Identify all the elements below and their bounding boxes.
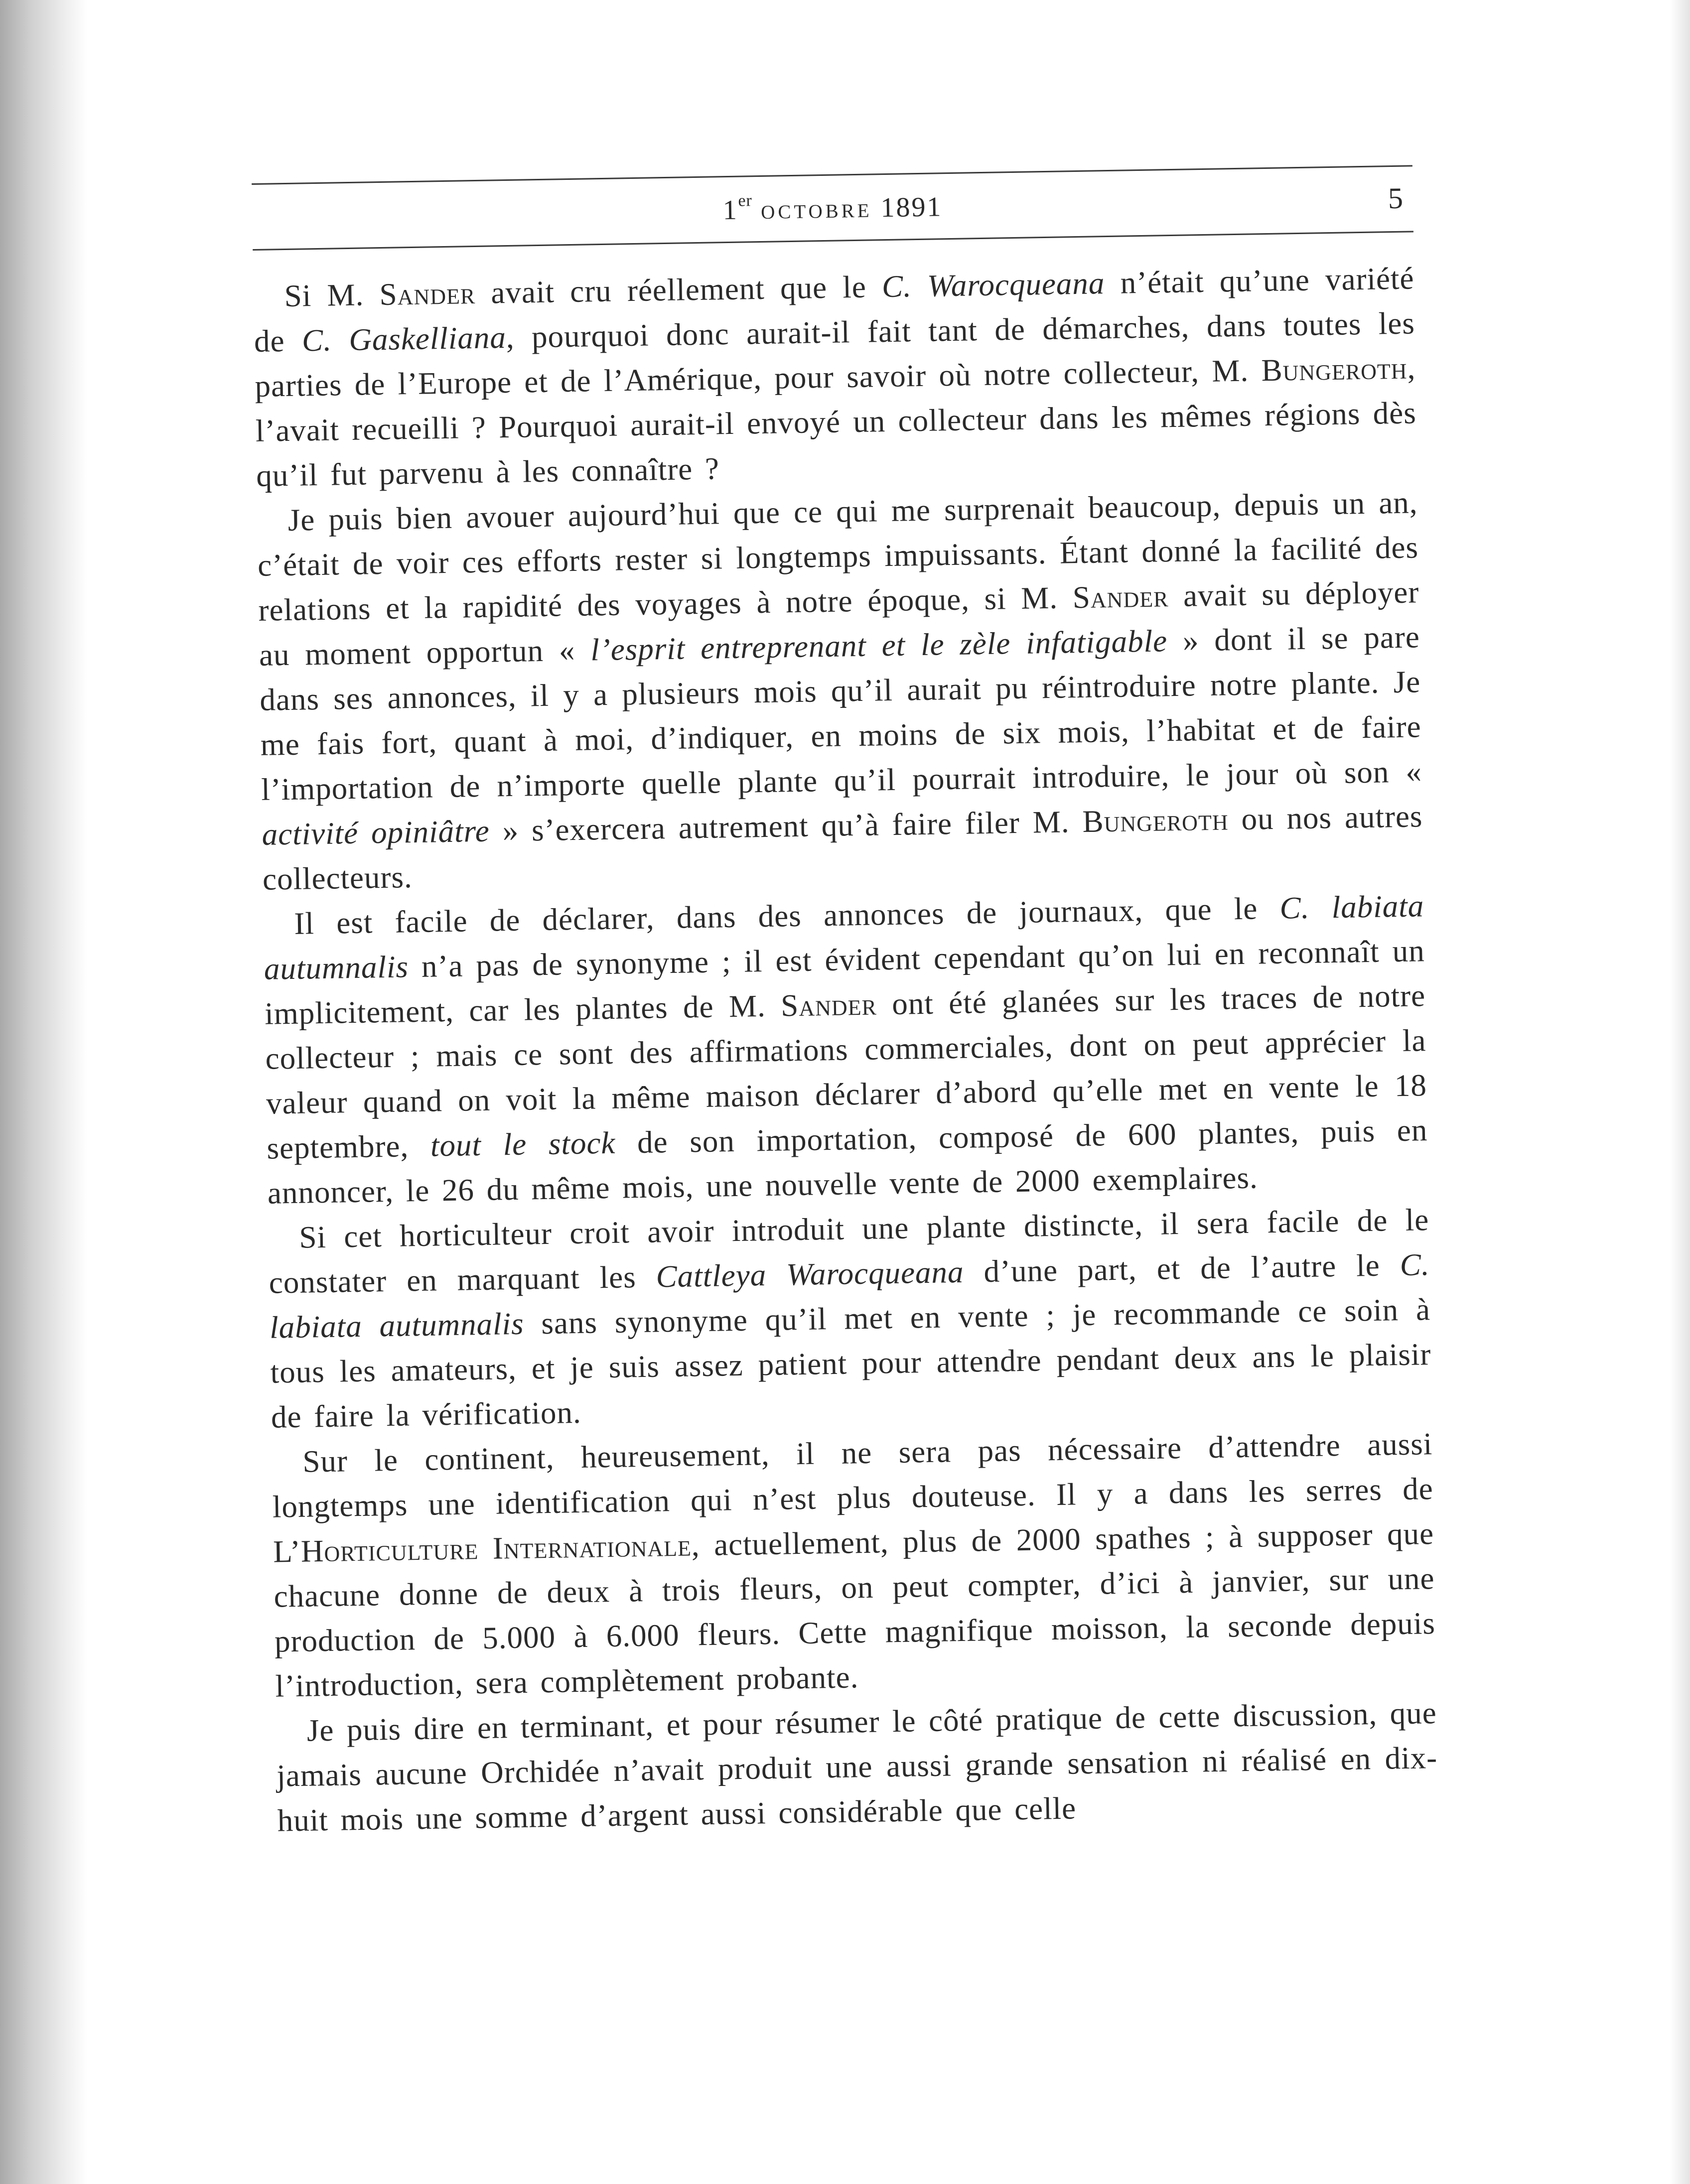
date-year: 1891 bbox=[880, 191, 943, 224]
text-run: , pourquoi donc aurait-il fait tant de démarches, dans toutes les parties de l’Europe et de l’Amérique, pour savoir où notre collecteur, M. bbox=[254, 305, 1415, 404]
date-day-suffix: er bbox=[738, 191, 753, 210]
body-text bbox=[253, 256, 1438, 1843]
text-run: , l’avait recueilli ? Pourquoi aurait-il envoyé un collecteur dans les mêmes régions dès qu’il fut parvenu à les connaître ? bbox=[255, 350, 1417, 493]
text-run: ont été glanées sur les traces de notre collecteur ; mais ce sont des affirmations commerciales, dont on peut apprécier la valeur quand on voit la même maison déclarer d’abord qu’elle met en vente le 18 septembre, bbox=[265, 978, 1427, 1166]
text-run: de son importation, composé de 600 plantes, puis en annoncer, le 26 du même mois, une nouvelle vente de 2000 exemplaires. bbox=[267, 1112, 1428, 1211]
person-name: Sander bbox=[780, 986, 877, 1023]
scan-edge-right bbox=[1670, 0, 1690, 2184]
paragraph-1 bbox=[253, 256, 1417, 498]
text-run: n’était qu’une variété de bbox=[254, 261, 1414, 359]
text-run: Si cet horticulteur croit avoir introduit une plante distincte, il sera facile de le constater en marquant les bbox=[269, 1202, 1429, 1300]
species-name: C. labiata autumnalis bbox=[269, 1247, 1430, 1345]
text-run: , actuellement, plus de 2000 spathes ; à supposer que chacune donne de deux à trois fleurs, on peut compter, d’ici à janvier, sur une production de 5.000 à 6.000 fleurs. Cette magnifique moisson, la seconde depuis l’introduction, sera complètement probante. bbox=[274, 1516, 1436, 1704]
species-name: C. labiata autumnalis bbox=[264, 888, 1424, 986]
species-name: Cattleya Warocqueana bbox=[656, 1254, 965, 1294]
text-run: sans synonyme qu’il met en vente ; je recommande ce soin à tous les amateurs, et je suis assez patient pour attendre pendant deux ans le plaisir de faire la vérification. bbox=[270, 1292, 1431, 1435]
date-month: octobre bbox=[760, 192, 872, 225]
text-run: » dont il se pare dans ses annonces, il y a plusieurs mois qu’il aurait pu réintroduire notre plante. Je me fais fort, quant à moi, d’indiquer, en moins de six mois, l’habitat et de faire l’importation de n’importe quelle plante qu’il pourrait introduire, le jour où son « bbox=[259, 619, 1422, 807]
text-run: Sur le continent, heureusement, il ne sera pas nécessaire d’attendre aussi longtemps une identification qui n’est plus douteuse. Il y a dans les serres de bbox=[272, 1426, 1434, 1524]
page-number: 5 bbox=[1388, 181, 1404, 215]
person-name: Bungeroth bbox=[1261, 350, 1408, 388]
species-name: C. Warocqueana bbox=[881, 266, 1105, 304]
text-run: avait cru réellement que le bbox=[475, 269, 882, 310]
quoted-phrase: l’esprit entreprenant et le zèle infatigable bbox=[590, 623, 1168, 668]
text-run: ou nos autres collecteurs. bbox=[262, 799, 1423, 897]
book-page bbox=[252, 161, 1451, 2022]
person-name: Bungeroth bbox=[1082, 802, 1229, 839]
text-run: avait su déployer au moment opportun « bbox=[259, 574, 1419, 673]
person-name: Sander bbox=[379, 275, 476, 312]
text-run: d’une part, et de l’autre le bbox=[963, 1247, 1401, 1289]
quoted-phrase: activité opiniâtre bbox=[262, 813, 490, 852]
date-day: 1 bbox=[722, 194, 739, 226]
paragraph-5 bbox=[272, 1421, 1436, 1709]
person-name: Sander bbox=[1072, 578, 1169, 615]
text-run: n’a pas de synonyme ; il est évident cependant qu’on lui en reconnaît un implicitement, car les plantes de M. bbox=[264, 933, 1425, 1031]
institution-name: L’Horticulture Internationale bbox=[273, 1527, 692, 1569]
text-run: » s’exercera autrement qu’à faire filer M. bbox=[489, 804, 1083, 848]
emphasized-phrase: tout le stock bbox=[430, 1125, 616, 1163]
paragraph-2 bbox=[257, 480, 1423, 901]
paragraph-6 bbox=[276, 1690, 1438, 1843]
paragraph-4 bbox=[268, 1197, 1432, 1440]
scan-edge-shadow bbox=[0, 0, 87, 2184]
header-date bbox=[252, 181, 1413, 234]
text-run: Je puis bien avouer aujourd’hui que ce qui me surprenait beaucoup, depuis un an, c’était de voir ces efforts rester si longtemps impuissants. Étant donné la facilité des relations et la rapidité des voyages à notre époque, si M. bbox=[257, 485, 1419, 628]
species-name: C. Gaskelliana bbox=[301, 320, 507, 358]
text-run: Si M. bbox=[284, 277, 380, 313]
text-run: Je puis dire en terminant, et pour résumer le côté pratique de cette discussion, que jamais aucune Orchidée n’avait produit une aussi grande sensation ni réalisé en dix-huit mois une somme d’argent aussi considérable que celle bbox=[276, 1695, 1438, 1838]
text-run: Il est facile de déclarer, dans des annonces de journaux, que le bbox=[293, 890, 1280, 941]
paragraph-3 bbox=[263, 883, 1429, 1216]
